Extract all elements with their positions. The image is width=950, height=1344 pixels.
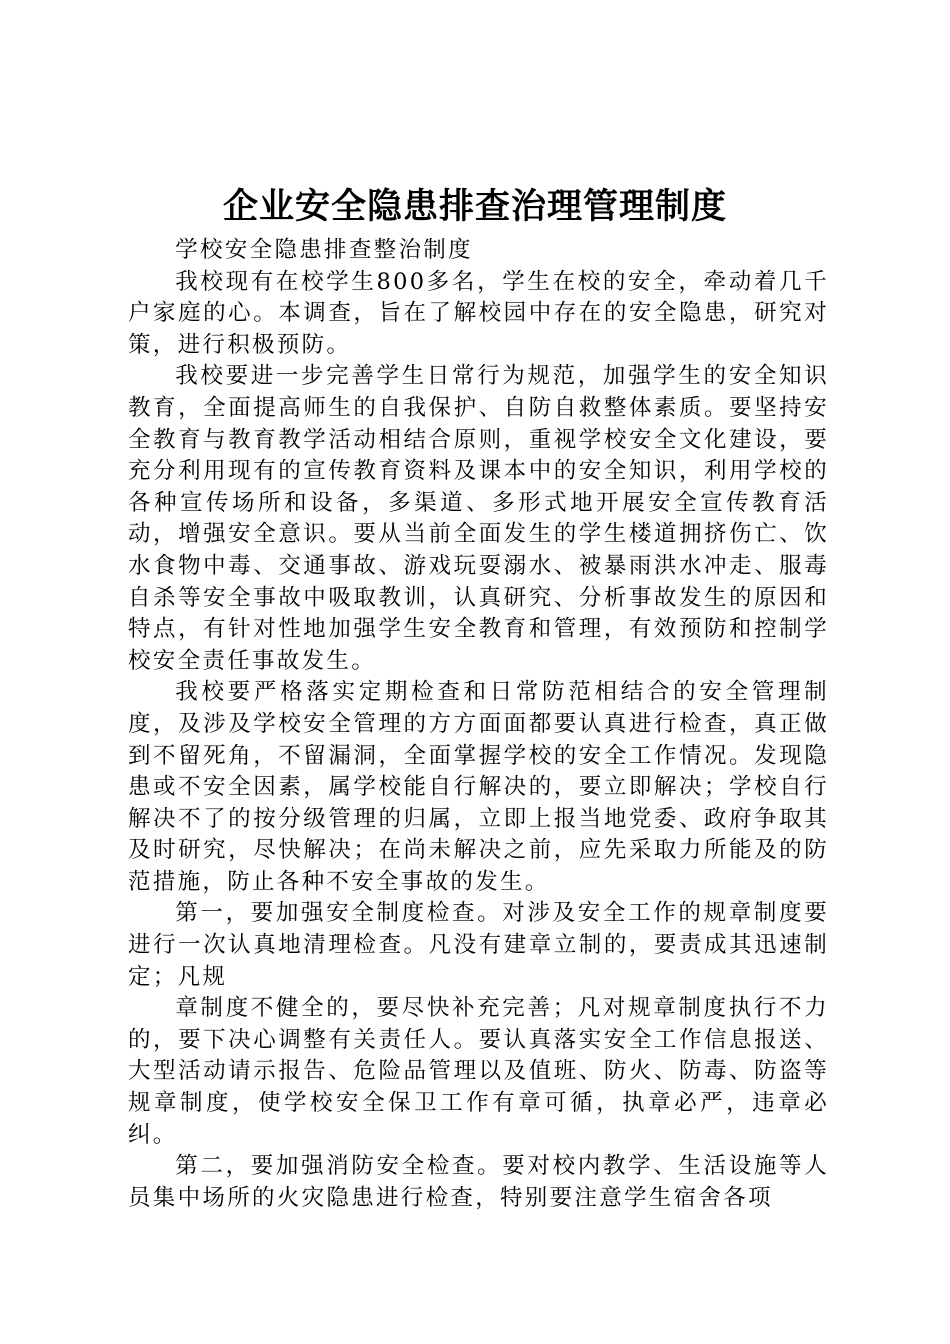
document-body [128, 235, 829, 1214]
paragraph-second-item: 第二，要加强消防安全检查。要对校内教学、生活设施等人员集中场所的火灾隐患进行检查，特别要注意学生宿舍各项 [128, 1153, 829, 1211]
paragraph-inspection-system: 我校要严格落实定期检查和日常防范相结合的安全管理制度，及涉及学校安全管理的方方面面都要认真进行检查，真正做到不留死角，不留漏洞，全面掌握学校的安全工作情况。发现隐患或不安全因素，属学校能自行解决的，要立即解决；学校自行解决不了的按分级管理的归属，立即上报当地党委、政府争取其及时研究，尽快解决；在尚未解决之前，应先采取力所能及的防范措施，防止各种不安全事故的发生。 [128, 679, 829, 895]
paragraph-intro: 我校现有在校学生800多名，学生在校的安全，牵动着几千户家庭的心。本调查，旨在了解校园中存在的安全隐患，研究对策，进行积极预防。 [128, 268, 829, 358]
paragraph-first-item-continued: 章制度不健全的，要尽快补充完善；凡对规章制度执行不力的，要下决心调整有关责任人。要认真落实安全工作信息报送、大型活动请示报告、危险品管理以及值班、防火、防毒、防盗等规章制度，使学校安全保卫工作有章可循，执章必严，违章必纠。 [128, 995, 829, 1148]
paragraph-first-item: 第一，要加强安全制度检查。对涉及安全工作的规章制度要进行一次认真地清理检查。凡没有建章立制的，要责成其迅速制定；凡规 [128, 900, 829, 990]
paragraph-safety-education: 我校要进一步完善学生日常行为规范，加强学生的安全知识教育，全面提高师生的自我保护、自防自救整体素质。要坚持安全教育与教育教学活动相结合原则，重视学校安全文化建设，要充分利用现有的宣传教育资料及课本中的安全知识，利用学校的各种宣传场所和设备，多渠道、多形式地开展安全宣传教育活动，增强安全意识。要从当前全面发生的学生楼道拥挤伤亡、饮水食物中毒、交通事故、游戏玩耍溺水、被暴雨洪水冲走、服毒自杀等安全事故中吸取教训，认真研究、分析事故发生的原因和特点，有针对性地加强学生安全教育和管理，有效预防和控制学校安全责任事故发生。 [128, 363, 829, 674]
paragraph-subtitle: 学校安全隐患排查整治制度 [175, 237, 473, 263]
document-title: 企业安全隐患排查治理管理制度 [222, 186, 727, 227]
